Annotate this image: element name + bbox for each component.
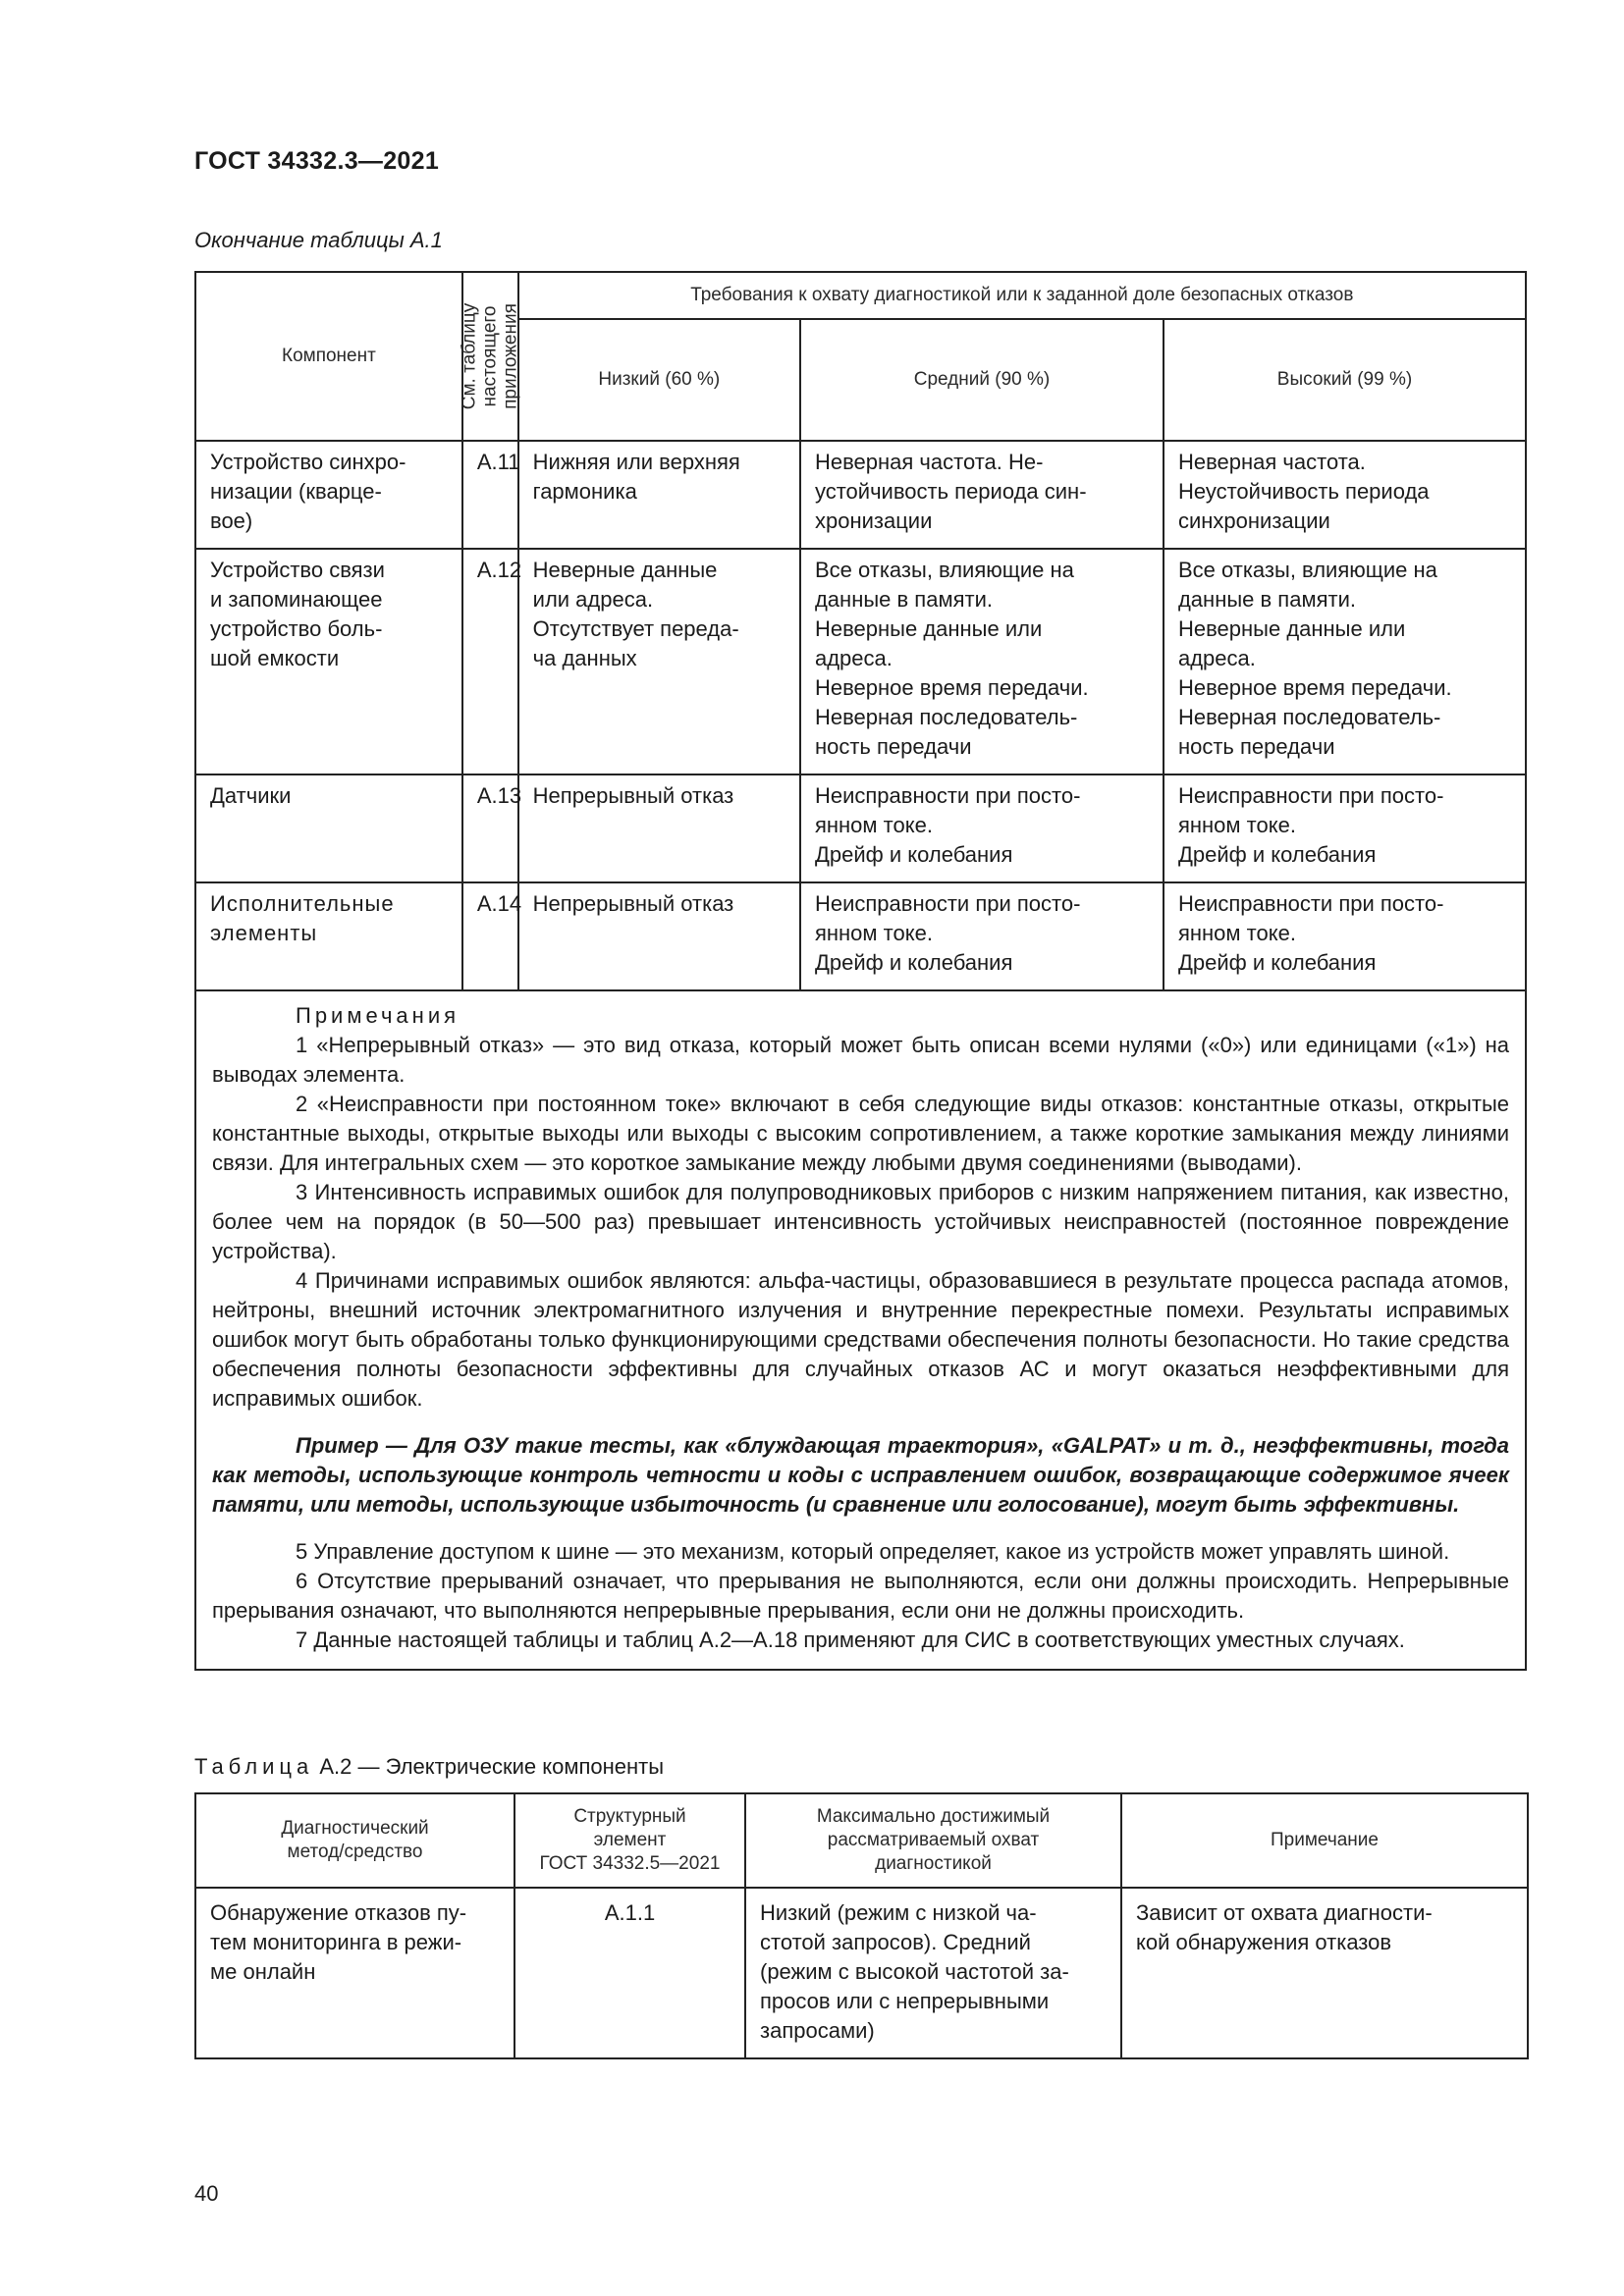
header-low: Низкий (60 %) (518, 319, 800, 441)
cell-high: Неисправности при посто- янном токе. Дрейф и колебания (1164, 882, 1526, 990)
note-1: 1 «Непрерывный отказ» — это вид отказа, который может быть описан всеми нулями («0») или единицами («1») на выводах элемента. (212, 1033, 1509, 1087)
header-medium: Средний (90 %) (800, 319, 1164, 441)
notes-cell (195, 990, 1526, 1670)
table-a2-caption (194, 1754, 664, 1780)
header-component: Компонент (195, 272, 462, 441)
cell-component: Датчики (195, 774, 462, 882)
table-row (195, 441, 1526, 549)
table-row (195, 549, 1526, 774)
cell-component: Устройство связи и запоминающее устройство боль- шой емкости (195, 549, 462, 774)
header-element: Структурный элемент ГОСТ 34332.5—2021 (514, 1793, 745, 1888)
cell-medium: Неисправности при посто- янном токе. Дрейф и колебания (800, 774, 1164, 882)
table-a2-caption-label: Таблица (194, 1754, 314, 1779)
cell-component: Устройство синхро- низации (кварце- вое) (195, 441, 462, 549)
cell-coverage: Низкий (режим с низкой ча- стотой запросов). Средний (режим с высокой частотой за- просов или с непрерывными запросами) (745, 1888, 1121, 2058)
header-high: Высокий (99 %) (1164, 319, 1526, 441)
cell-medium: Неверная частота. Не- устойчивость периода син- хронизации (800, 441, 1164, 549)
cell-low: Непрерывный отказ (518, 774, 800, 882)
note-example: Пример — Для ОЗУ такие тесты, как «блуждающая траектория», «GALPAT» и т. д., неэффективны, тогда как методы, использующие контроль четности и коды с исправлением ошибок, возвращающие содержимое ячеек памяти, или методы, использующие избыточность (и сравнение или голосование), могут быть эффективны. (212, 1433, 1509, 1517)
table-row (195, 882, 1526, 990)
note-4: 4 Причинами исправимых ошибок являются: альфа-частицы, образовавшиеся в результате процесса распада атомов, нейтроны, внешний источник электромагнитного излучения и внутренние перекрестные помехи. Результаты исправимых ошибок могут быть обработаны только функционирующими средствами обеспечения полноты безопасности. Но такие средства обеспечения полноты безопасности эффективны для случайных отказов АС и могут оказаться неэффективными для исправимых ошибок. (212, 1268, 1509, 1411)
document-code: ГОСТ 34332.3—2021 (194, 147, 440, 175)
cell-high: Неверная частота. Неустойчивость периода синхронизации (1164, 441, 1526, 549)
header-note: Примечание (1121, 1793, 1528, 1888)
cell-medium: Неисправности при посто- янном токе. Дрейф и колебания (800, 882, 1164, 990)
note-2: 2 «Неисправности при постоянном токе» включают в себя следующие виды отказов: константные отказы, открытые константные выходы, открытые выходы или выходы с высоким сопротивлением, а также короткие замыкания между линиями связи. Для интегральных схем — это короткое замыкание между любыми двумя соединениями (выводами). (212, 1092, 1509, 1175)
cell-high: Все отказы, влияющие на данные в памяти. Неверные данные или адреса. Неверное время передачи. Неверная последователь- ность передачи (1164, 549, 1526, 774)
cell-low: Нижняя или верхняя гармоника (518, 441, 800, 549)
notes-row (195, 990, 1526, 1670)
note-7: 7 Данные настоящей таблицы и таблиц А.2—А.18 применяют для СИС в соответствующих уместных случаях. (296, 1628, 1405, 1652)
cell-ref: А.13 (462, 774, 518, 882)
cell-note: Зависит от охвата диагности- кой обнаружения отказов (1121, 1888, 1528, 2058)
note-3: 3 Интенсивность исправимых ошибок для полупроводниковых приборов с низким напряжением питания, как известно, более чем на порядок (в 50—500 раз) превышает интенсивность устойчивых неисправностей (постоянное повреждение устройства). (212, 1180, 1509, 1263)
header-see-table (459, 272, 521, 441)
cell-low: Неверные данные или адреса. Отсутствует переда- ча данных (518, 549, 800, 774)
cell-method: Обнаружение отказов пу- тем мониторинга в режи- ме онлайн (195, 1888, 514, 2058)
table-row (195, 774, 1526, 882)
page-number: 40 (194, 2181, 219, 2206)
header-see-table-text: См. таблицу настоящего приложения (459, 302, 521, 410)
table-header-row (195, 1793, 1528, 1888)
cell-ref: А.12 (462, 549, 518, 774)
table-a1-caption: Окончание таблицы А.1 (194, 228, 443, 252)
notes-title: Примечания (296, 1003, 460, 1028)
cell-high: Неисправности при посто- янном токе. Дрейф и колебания (1164, 774, 1526, 882)
cell-element: А.1.1 (514, 1888, 745, 2058)
cell-component: Исполнительные элементы (195, 882, 462, 990)
cell-medium: Все отказы, влияющие на данные в памяти. Неверные данные или адреса. Неверное время передачи. Неверная последователь- ность передачи (800, 549, 1164, 774)
header-coverage: Максимально достижимый рассматриваемый охват диагностикой (745, 1793, 1121, 1888)
cell-low: Непрерывный отказ (518, 882, 800, 990)
table-header-row (195, 272, 1526, 319)
table-a2-caption-text: А.2 — Электрические компоненты (313, 1754, 665, 1779)
header-method: Диагностический метод/средство (195, 1793, 514, 1888)
table-a1 (194, 271, 1527, 1671)
table-a2 (194, 1792, 1529, 2059)
cell-ref: А.11 (462, 441, 518, 549)
table-row (195, 1888, 1528, 2058)
cell-ref: А.14 (462, 882, 518, 990)
note-5: 5 Управление доступом к шине — это механизм, который определяет, какое из устройств может управлять шиной. (296, 1539, 1450, 1564)
note-6: 6 Отсутствие прерываний означает, что прерывания не выполняются, если они должны происходить. Непрерывные прерывания означают, что выполняются непрерывные прерывания, если они не должны происходить. (212, 1569, 1509, 1623)
header-requirements: Требования к охвату диагностикой или к заданной доле безопасных отказов (518, 272, 1526, 319)
